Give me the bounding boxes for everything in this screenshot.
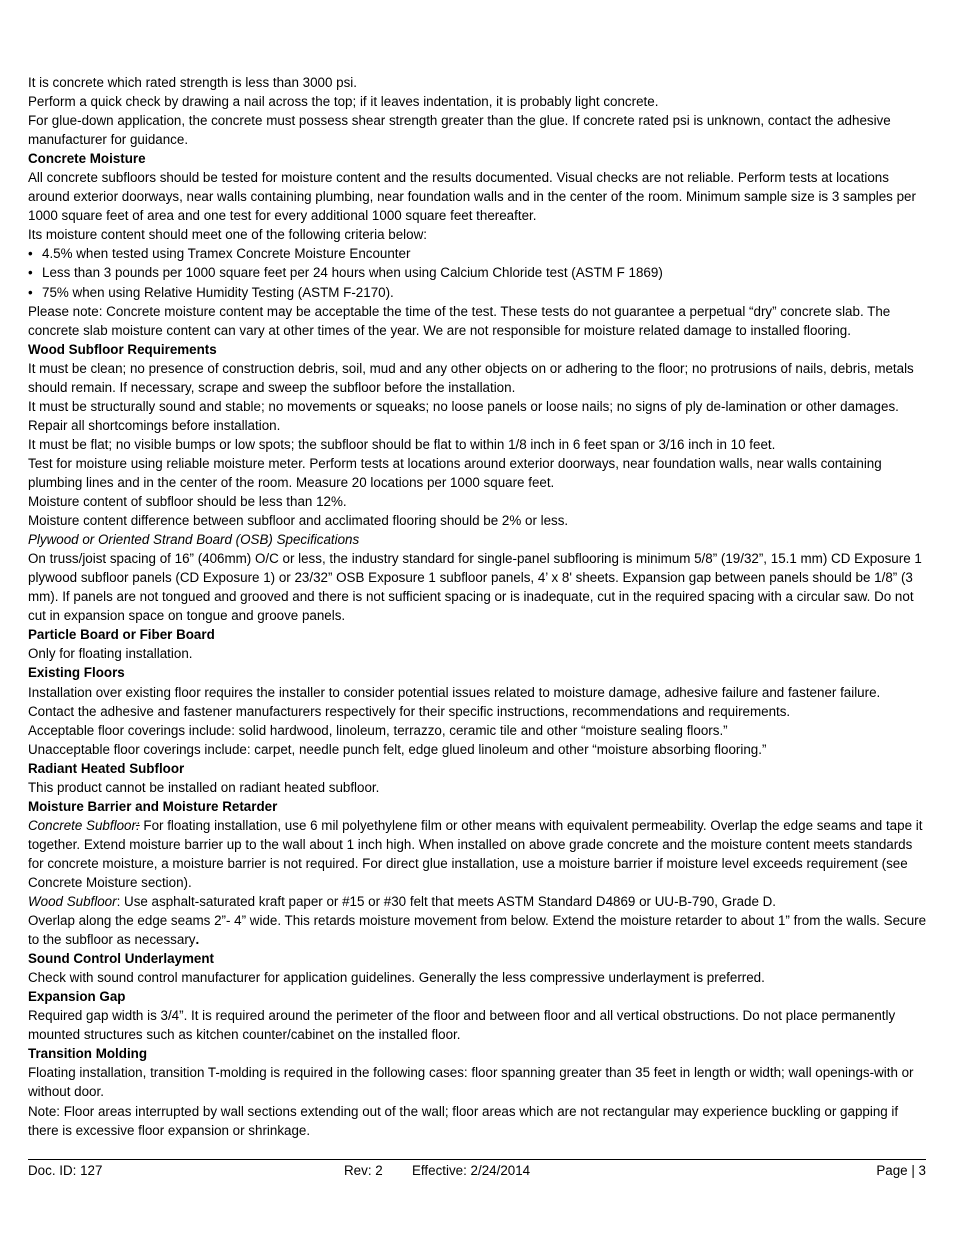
expansion-gap-paragraph: Required gap width is 3/4”. It is required around the perimeter of the floor and between floor and all vertical obstructions. Do not place permanently mounted structures such as kitchen counter/cabinet on the installed floor. [28,1008,896,1043]
heading-wood-subfloor: Wood Subfloor Requirements [28,341,217,357]
footer-doc-id: Doc. ID: 127 [28,1163,103,1178]
intro-line-3: For glue-down application, the concrete must possess shear strength greater than the glue. If concrete rated psi is unknown, contact the adhesive manufacturer for guidance. [28,113,891,148]
heading-particle-board: Particle Board or Fiber Board [28,627,215,643]
transition-molding-note: Note: Floor areas interrupted by wall sections extending out of the wall; floor areas which are not rectangular may experience buckling or gapping if there is excessive floor expansion or shrinkage. [28,1103,899,1138]
heading-sound-control: Sound Control Underlayment [28,951,214,967]
heading-expansion-gap: Expansion Gap [28,989,126,1005]
heading-transition-molding: Transition Molding [28,1046,148,1062]
moisture-barrier-wood [28,892,930,911]
concrete-subfloor-text: For floating installation, use 6 mil polyethylene film or other means with equivalent permeability. Overlap the edge seams and tape it together. Extend moisture barrier up to the wall about 1 inch high. When installed on above grade concrete and the moisture content meets standards for concrete moisture, a moisture barrier is not required. For direct glue installation, use a moisture barrier if moisture level exceeds requirement (see Concrete Moisture section). [28,817,923,890]
wood-subfloor-sound: It must be structurally sound and stable; no movements or squeaks; no loose panels or loose nails; no signs of ply de-lamination or other damages. Repair all shortcomings before installation. [28,398,899,433]
wood-subfloor-clean: It must be clean; no presence of construction debris, soil, mud and any other objects on or adhering to the floor; no protrusions of nails, debris, metals should remain. If necessary, scrape and sweep the subfloor before the installation. [28,360,914,395]
wood-subfloor-moisture-limit: Moisture content of subfloor should be less than 12%. [28,494,347,510]
subheading-plywood-osb: Plywood or Oriented Strand Board (OSB) Specifications [28,532,360,548]
wood-subfloor-text: : Use asphalt-saturated kraft paper or #15 or #30 felt that meets ASTM Standard D4869 or UU-B-790, Grade D. [116,894,777,910]
concrete-moisture-note: Please note: Concrete moisture content may be acceptable the time of the test. These tests do not guarantee a perpetual “dry” concrete slab. The concrete slab moisture content can vary at other times of the year. We are not responsible for moisture related damage to installed flooring. [28,303,891,338]
particle-board-paragraph: Only for floating installation. [28,646,193,662]
moisture-barrier-concrete [28,816,930,892]
bullet-text: 4.5% when tested using Tramex Concrete Moisture Encounter [42,246,411,262]
radiant-heated-paragraph: This product cannot be installed on radiant heated subfloor. [28,779,380,795]
wood-subfloor-label: Wood Subfloor [28,894,117,910]
criteria-bullet-3 [28,283,930,302]
wood-overlap-period: . [195,932,200,948]
bullet-mark: • [28,265,33,281]
concrete-moisture-paragraph: All concrete subfloors should be tested for moisture content and the results documented. Visual checks are not reliable. Perform tests at locations around exterior doorways, near walls containing plumbing, near foundation walls and in the center of the room. Minimum sample size is 3 samples per 1000 square feet of area and one test for every additional 1000 square feet thereafter. [28,170,916,224]
wood-subfloor-flat: It must be flat; no visible bumps or low spots; the subfloor should be flat to within 1/8 inch in 6 feet span or 3/16 inch in 10 feet. [28,436,776,452]
concrete-subfloor-label: Concrete Subfloor [28,817,136,833]
footer-effective-date: Effective: 2/24/2014 [412,1163,531,1178]
heading-radiant-heated: Radiant Heated Subfloor [28,760,185,776]
intro-line-1: It is concrete which rated strength is less than 3000 psi. [28,75,357,90]
existing-floors-acceptable: Acceptable floor coverings include: solid hardwood, linoleum, terrazzo, ceramic tile and other “moisture sealing floors.” [28,722,728,738]
bullet-text: 75% when using Relative Humidity Testing (ASTM F-2170). [42,284,394,300]
heading-existing-floors: Existing Floors [28,665,125,681]
bullet-text: Less than 3 pounds per 1000 square feet per 24 hours when using Calcium Chloride test (ASTM F 1869) [42,265,663,281]
document-body [28,73,930,1140]
wood-overlap-text: Overlap along the edge seams 2”- 4” wide. This retards moisture movement from below. Extend the moisture retarder to about 1” from the walls. Secure to the subfloor as necessary [28,913,927,948]
existing-floors-unacceptable: Unacceptable floor coverings include: carpet, needle punch felt, edge glued linoleum and other “moisture absorbing flooring.” [28,741,767,757]
wood-subfloor-moisture-difference: Moisture content difference between subfloor and acclimated flooring should be 2% or less. [28,513,569,529]
heading-moisture-barrier: Moisture Barrier and Moisture Retarder [28,798,278,814]
heading-concrete-moisture: Concrete Moisture [28,151,146,167]
footer-page-number: Page | 3 [876,1163,926,1178]
transition-molding-paragraph: Floating installation, transition T-molding is required in the following cases: floor spanning greater than 35 feet in length or width; wall openings-with or without door. [28,1065,914,1100]
wood-subfloor-moisture-test: Test for moisture using reliable moisture meter. Perform tests at locations around exterior doorways, near foundation walls, near walls containing plumbing lines and in the center of the room. Measure 20 locations per 1000 square feet. [28,455,882,490]
concrete-subfloor-colon: : [135,817,140,833]
plywood-osb-paragraph: On truss/joist spacing of 16” (406mm) O/C or less, the industry standard for single-panel subflooring is minimum 5/8” (19/32”, 15.1 mm) CD Exposure 1 plywood subfloor panels (CD Exposure 1) or 23/32” OSB Exposure 1 subfloor panels, 4’ x 8' sheets. Expansion gap between panels should be 1/8” (3 mm). If panels are not tongued and grooved and there is not sufficient spacing or is inadequate, cut in the required spacing with a circular saw. Do not cut in expansion space on tongue and groove panels. [28,551,922,624]
bullet-mark: • [28,284,33,300]
page-footer [28,1159,926,1181]
criteria-bullet-2 [28,263,930,282]
footer-revision: Rev: 2 [344,1163,383,1178]
intro-line-2: Perform a quick check by drawing a nail across the top; if it leaves indentation, it is probably light concrete. [28,94,659,110]
bullet-mark: • [28,246,33,262]
existing-floors-paragraph: Installation over existing floor requires the installer to consider potential issues related to moisture damage, adhesive failure and fastener failure. Contact the adhesive and fastener manufacturers respectively for their specific instructions, recommendations and requirements. [28,684,881,719]
concrete-moisture-criteria-intro: Its moisture content should meet one of the following criteria below: [28,227,427,243]
criteria-bullet-1 [28,244,930,263]
moisture-barrier-wood-overlap [28,911,930,949]
sound-control-paragraph: Check with sound control manufacturer for application guidelines. Generally the less compressive underlayment is preferred. [28,970,765,986]
